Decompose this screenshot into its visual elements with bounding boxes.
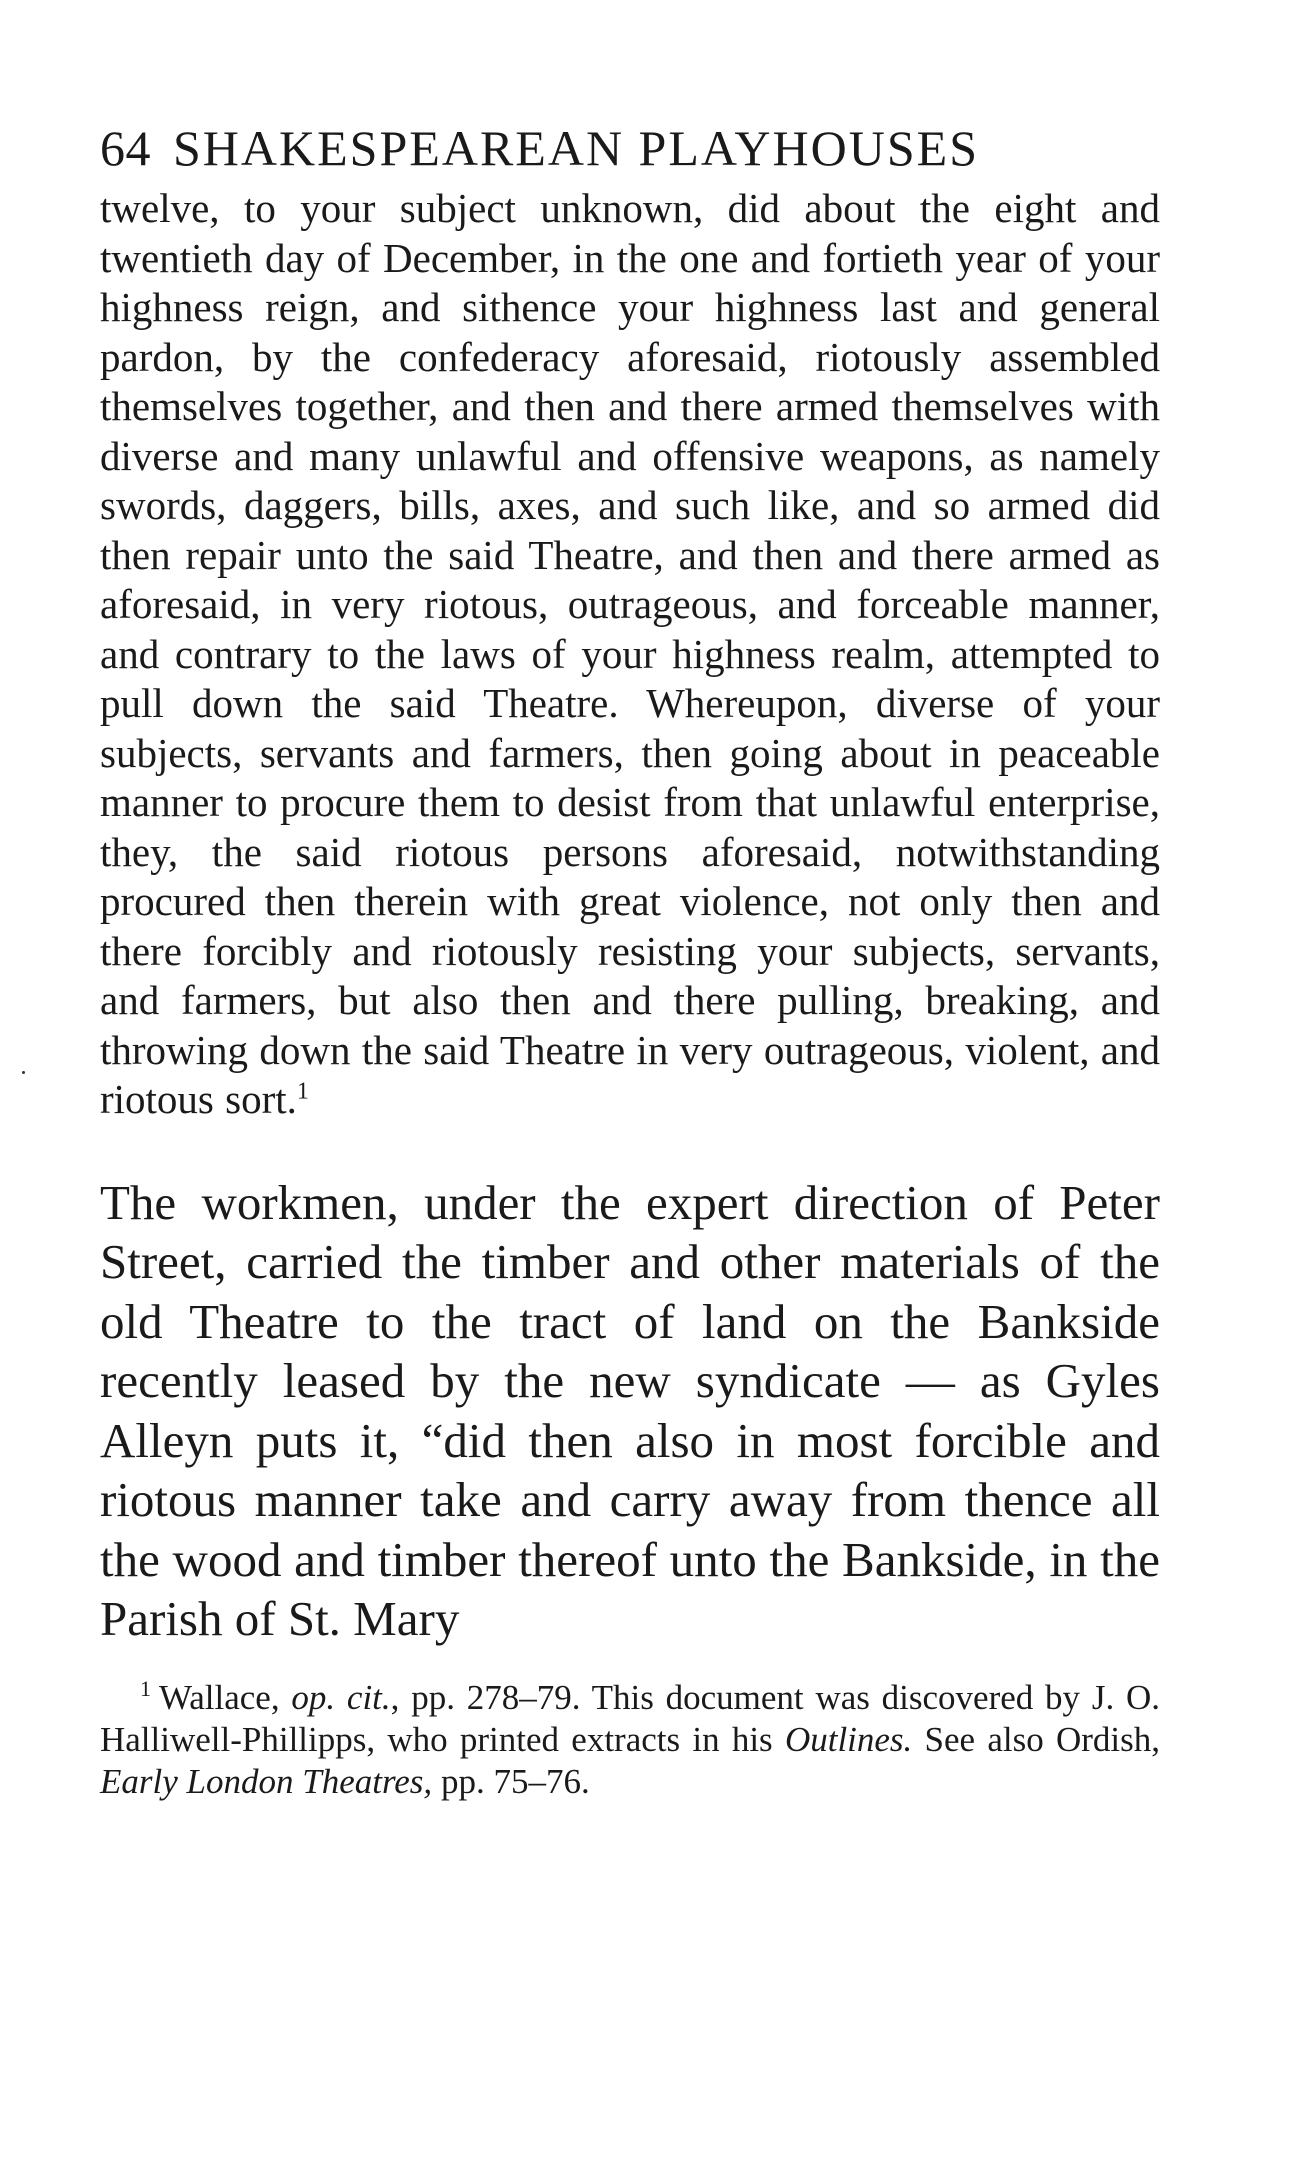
footnote-see-also: See also Ordish, <box>924 1719 1160 1759</box>
page-number: 64 <box>100 120 151 176</box>
footnote-1 <box>100 1677 1160 1803</box>
footnote-op-cit: op. cit. <box>291 1677 391 1717</box>
stray-margin-mark <box>22 1071 25 1074</box>
footnotes <box>100 1677 1160 1803</box>
footnote-pages: , pp. 278–79. This document was discovered by J. O. Halliwell-Phillipps, who printed extracts in his <box>100 1677 1161 1759</box>
page <box>100 118 1160 1803</box>
block-quote-text: twelve, to your subject unknown, did about the eight and twentieth day of December, in the one and fortieth year of your highness reign, and sithence your highness last and general pardon, by the confederacy aforesaid, riotously assembled themselves together, and then and there armed themselves with diverse and many unlawful and offensive weapons, as namely swords, daggers, bills, axes, and such like, and so armed did then repair unto the said Theatre, and then and there armed as aforesaid, in very riotous, outrageous, and forceable manner, and contrary to the laws of your highness realm, attempted to pull down the said Theatre. Whereupon, diverse of your subjects, servants and farmers, then going about in peaceable manner to procure them to desist from that unlawful enterprise, they, the said riotous persons aforesaid, notwithstanding procured then therein with great violence, not only then and there forcibly and riotously resisting your subjects, servants, and farmers, but also then and there pulling, breaking, and throwing down the said Theatre in very outrageous, violent, and riotous sort. <box>100 185 1160 1122</box>
footnote-see-also-pages: pp. 75–76. <box>440 1761 590 1801</box>
body-paragraph: The workmen, under the expert direction of Peter Street, carried the timber and other materials of the old Theatre to the tract of land on the Bankside recently leased by the new syndicate — as Gyles Alleyn puts it, “did then also in most forcible and riotous manner take and carry away from thence all the wood and timber thereof unto the Bankside, in the Parish of St. Mary <box>100 1174 1160 1646</box>
footnote-mark: 1 <box>140 1675 151 1701</box>
footnote-work-title: Outlines. <box>784 1719 913 1759</box>
running-head <box>100 118 1160 178</box>
running-title: SHAKESPEAREAN PLAYHOUSES <box>173 120 980 176</box>
footnote-reference[interactable]: 1 <box>296 1078 309 1105</box>
block-quote <box>100 184 1160 1125</box>
footnote-author: Wallace, <box>159 1677 280 1717</box>
footnote-see-also-title: Early London Theatres, <box>100 1761 433 1801</box>
